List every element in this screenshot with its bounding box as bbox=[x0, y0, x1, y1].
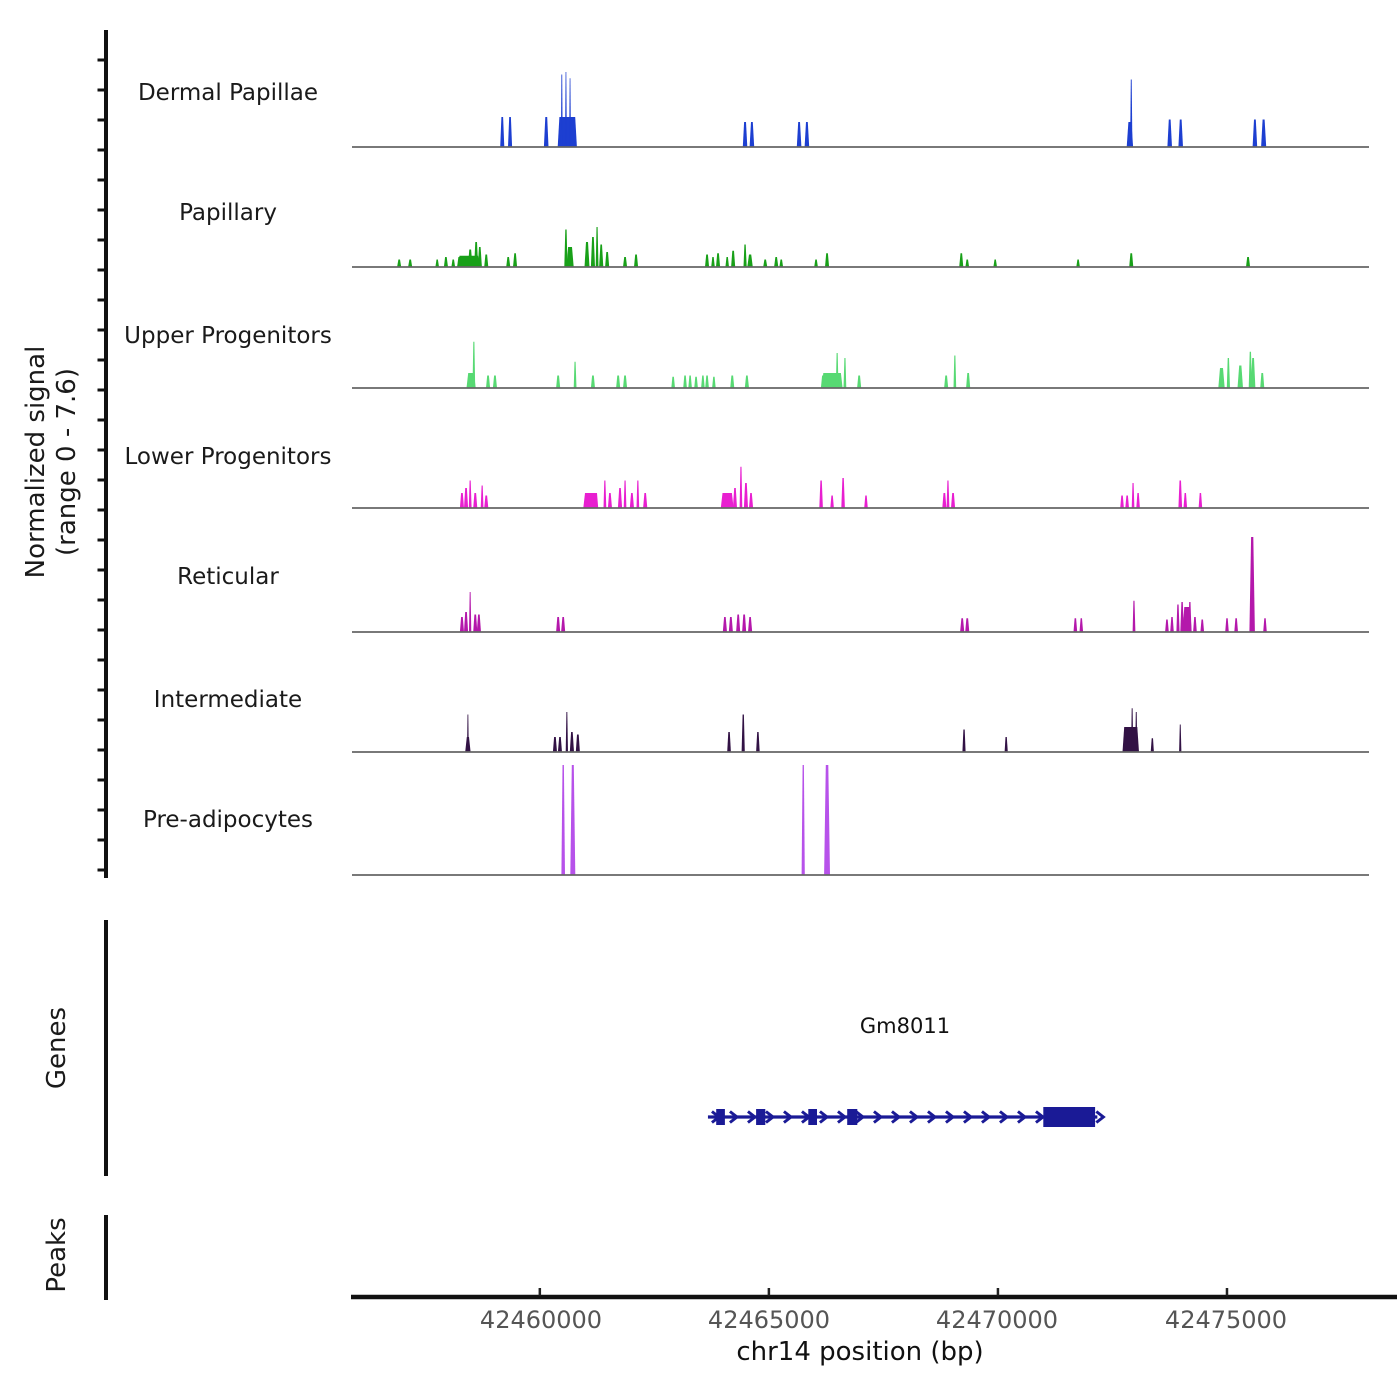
signal-track-lower-progenitors bbox=[352, 467, 1369, 508]
x-axis bbox=[351, 1288, 1397, 1297]
y-axis-label-line2: (range 0 - 7.6) bbox=[52, 368, 82, 556]
gene-label-gm8011: Gm8011 bbox=[859, 1014, 951, 1038]
signal-track-reticular bbox=[352, 537, 1369, 632]
track-label-papillary: Papillary bbox=[179, 200, 277, 226]
track-label-dermal-papillae: Dermal Papillae bbox=[137, 80, 319, 106]
x-axis-title: chr14 position (bp) bbox=[736, 1337, 984, 1367]
signal-track-pre-adipocytes bbox=[352, 765, 1369, 875]
track-label-pre-adipocytes: Pre-adipocytes bbox=[142, 807, 314, 833]
track-label-reticular: Reticular bbox=[177, 564, 279, 590]
track-label-intermediate: Intermediate bbox=[153, 687, 303, 713]
x-tick-label-42475000: 42475000 bbox=[1164, 1306, 1288, 1334]
track-label-lower-progenitors: Lower Progenitors bbox=[124, 444, 332, 470]
signal-track-intermediate bbox=[352, 708, 1369, 752]
signal-track-dermal-papillae bbox=[352, 72, 1369, 147]
gene-model-gm8011 bbox=[708, 1107, 1103, 1127]
x-tick-label-42460000: 42460000 bbox=[479, 1306, 603, 1334]
genes-section-label: Genes bbox=[42, 1006, 72, 1090]
track-label-upper-progenitors: Upper Progenitors bbox=[124, 323, 332, 349]
y-axis-label-line1: Normalized signal bbox=[21, 345, 51, 579]
peaks-section-label: Peaks bbox=[42, 1217, 72, 1293]
x-tick-label-42470000: 42470000 bbox=[935, 1306, 1059, 1334]
signal-track-upper-progenitors bbox=[352, 342, 1369, 388]
signal-track-papillary bbox=[352, 227, 1369, 267]
x-tick-label-42465000: 42465000 bbox=[707, 1306, 831, 1334]
